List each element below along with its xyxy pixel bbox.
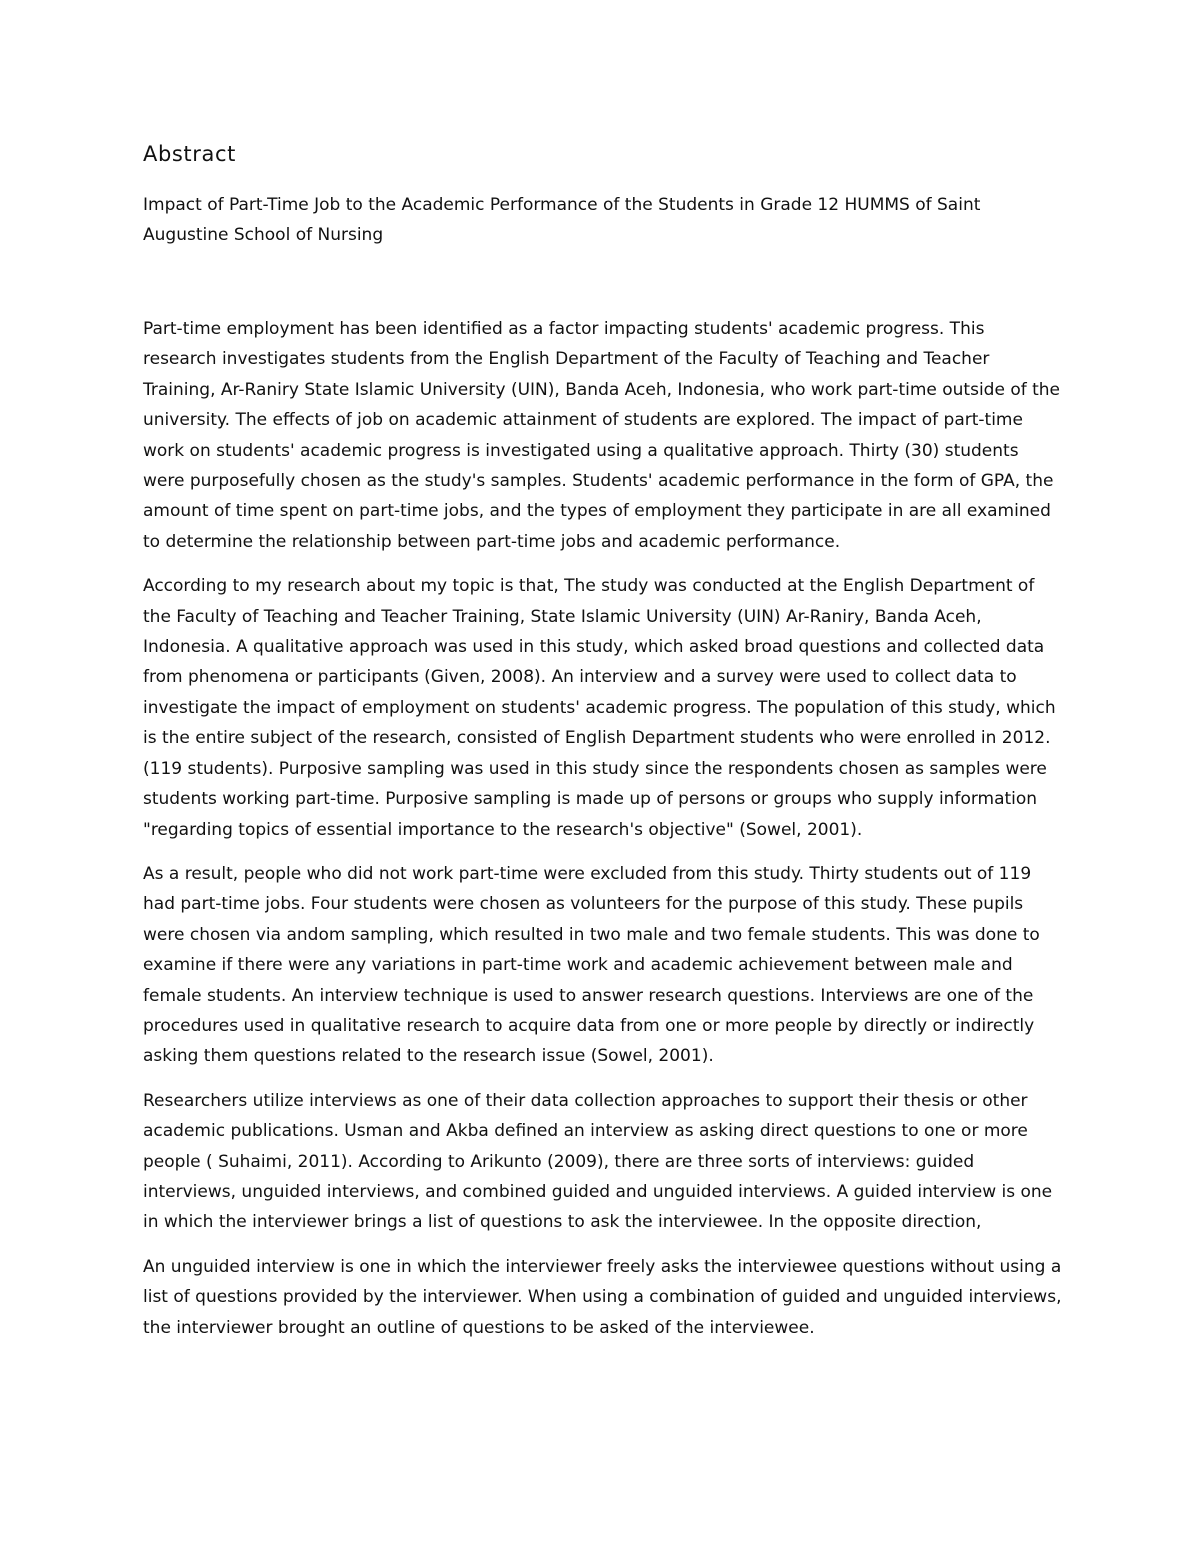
abstract-title: Impact of Part-Time Job to the Academic Performance of the Students in Grade 12 HUMMS of Saint Augustine School of Nursing <box>143 195 981 245</box>
paragraph-3: As a result, people who did not work part-time were excluded from this study. Thirty students out of 119 had part-time jobs. Four students were chosen as volunteers for the purpose of this study. These pupils were chosen via andom sampling, which resulted in two male and two female students. This was done to examine if there were any variations in part-time work and academic achievement between male and female students. An interview technique is used to answer research questions. Interviews are one of the procedures used in qualitative research to acquire data from one or more people by directly or indirectly asking them questions related to the research issue (Sowel, 2001). <box>143 863 1040 1067</box>
document-content <box>143 138 1063 1343</box>
paragraph-5: An unguided interview is one in which the interviewer freely asks the interviewee questions without using a list of questions provided by the interviewer. When using a combination of guided and unguided interviews, the interviewer brought an outline of questions to be asked of the interviewee. <box>143 1256 1062 1338</box>
paragraph-1: Part-time employment has been identified as a factor impacting students' academic progress. This research investigates students from the English Department of the Faculty of Teaching and Teacher Training, Ar-Raniry State Islamic University (UIN), Banda Aceh, Indonesia, who work part-time outside of the university. The effects of job on academic attainment of students are explored. The impact of part-time work on students' academic progress is investigated using a qualitative approach. Thirty (30) students were purposefully chosen as the study's samples. Students' academic performance in the form of GPA, the amount of time spent on part-time jobs, and the types of employment they participate in are all examined to determine the relationship between part-time jobs and academic performance. <box>143 319 1061 552</box>
paragraph-2: According to my research about my topic is that, The study was conducted at the English Department of the Faculty of Teaching and Teacher Training, State Islamic University (UIN) Ar-Raniry, Banda Aceh, Indonesia. A qualitative approach was used in this study, which asked broad questions and collected data from phenomena or participants (Given, 2008). An interview and a survey were used to collect data to investigate the impact of employment on students' academic progress. The population of this study, which is the entire subject of the research, consisted of English Department students who were enrolled in 2012. (119 students). Purposive sampling was used in this study since the respondents chosen as samples were students working part-time. Purposive sampling is made up of persons or groups who supply information "regarding topics of essential importance to the research's objective" (Sowel, 2001). <box>143 576 1056 840</box>
paragraph-4: Researchers utilize interviews as one of their data collection approaches to support their thesis or other academic publications. Usman and Akba defined an interview as asking direct questions to one or more people ( Suhaimi, 2011). According to Arikunto (2009), there are three sorts of interviews: guided interviews, unguided interviews, and combined guided and unguided interviews. A guided interview is one in which the interviewer brings a list of questions to ask the interviewee. In the opposite direction, <box>143 1090 1053 1233</box>
abstract-heading: Abstract <box>143 142 236 166</box>
